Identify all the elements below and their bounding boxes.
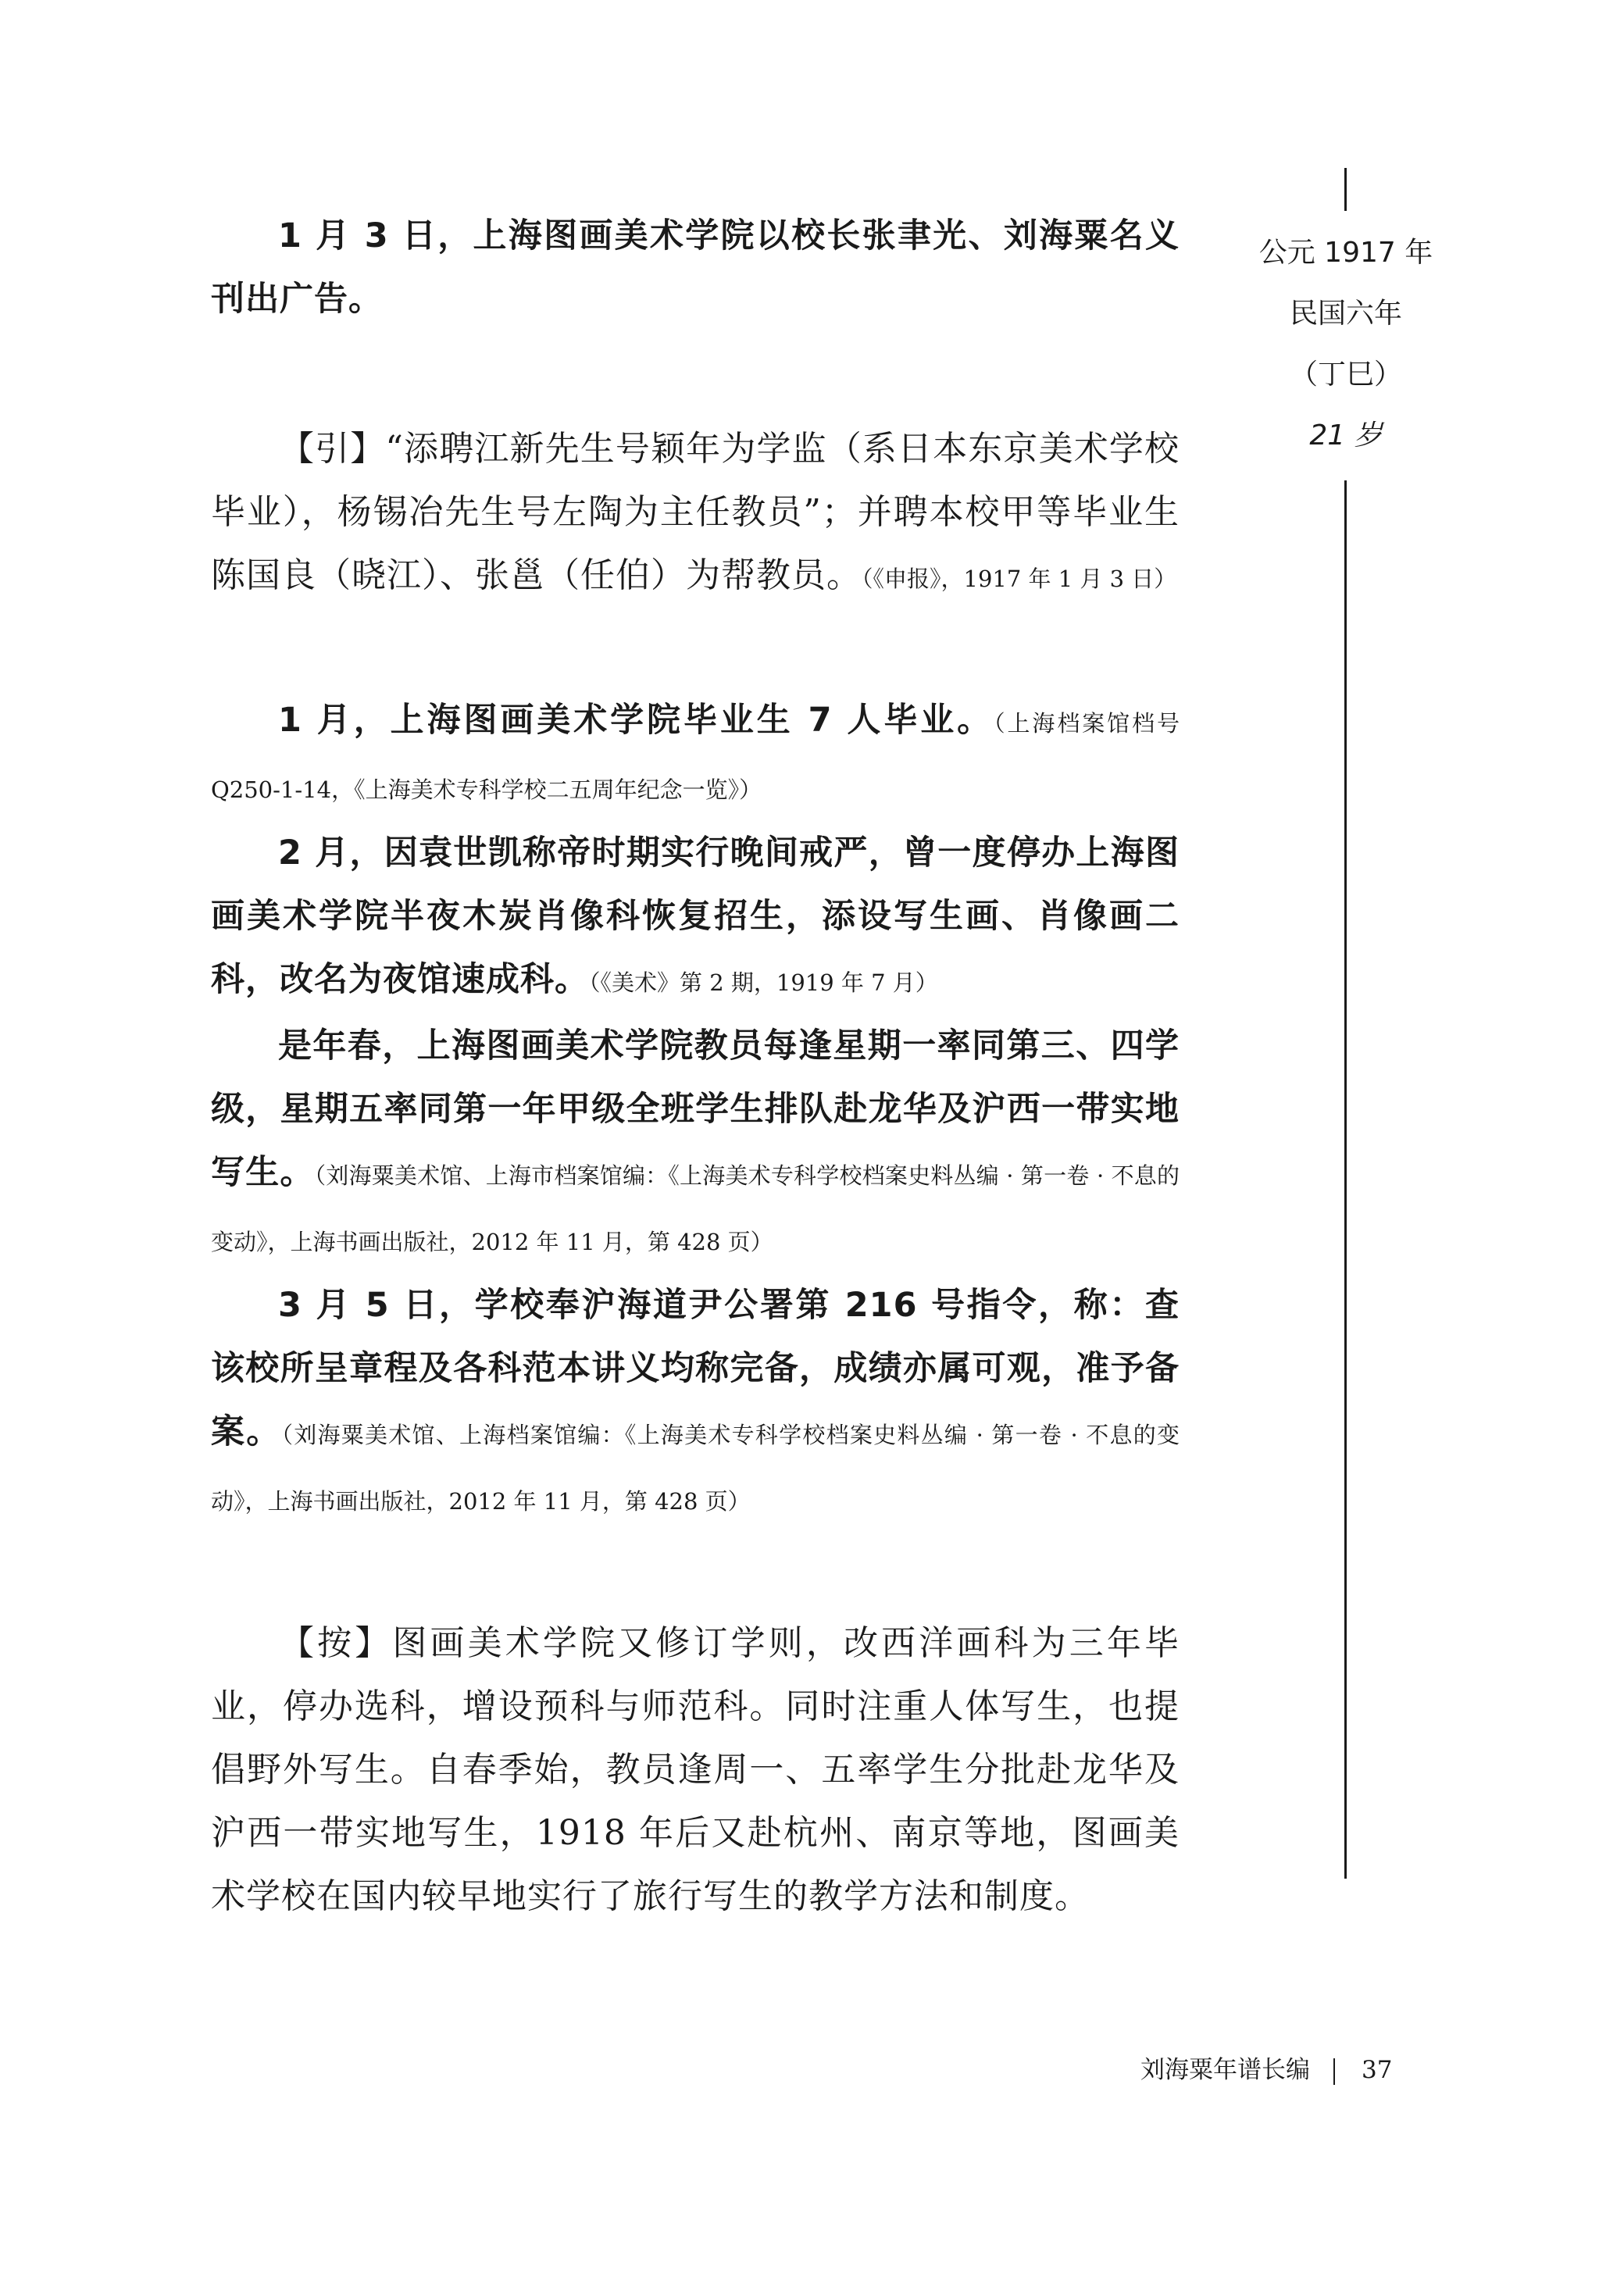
editor-note (211, 1611, 1180, 1928)
year-ganzhi: （丁巳） (1289, 359, 1402, 391)
entry-text: 2 月，因袁世凯称帝时期实行晚间戒严，曾一度停办上海图画美术学院半夜木炭肖像科恢复招生，添设写生画、肖像画二科，改名为夜馆速成科。 (211, 833, 1180, 999)
entry-text: 1 月，上海图画美术学院毕业生 7 人毕业。 (278, 701, 994, 740)
entry-feb-night-school (211, 822, 1180, 1015)
citation: （上海档案馆档号 Q250-1-14，《上海美术专科学校二五周年纪念一览》） (211, 710, 1180, 803)
entry-text: 是年春，上海图画美术学院教员每逢星期一率同第三、四学级，星期五率同第一年甲级全班学生排队赴龙华及沪西一带实地写生。 (211, 1026, 1180, 1192)
age: 21 岁 (1309, 419, 1383, 452)
page-footer (1140, 2050, 1392, 2090)
year-western: 公元 1917 年 (1258, 237, 1433, 269)
spacer (211, 1533, 1180, 1611)
spacer (211, 611, 1180, 689)
sidebar-rule-bottom (1344, 480, 1347, 1879)
year-block (1233, 223, 1459, 466)
page-number: 37 (1362, 2056, 1393, 2084)
year-republic: 民国六年 (1289, 298, 1402, 330)
entry-jan-graduates (211, 689, 1180, 822)
main-text (211, 205, 1180, 1928)
entry-spring-sketching (211, 1015, 1180, 1274)
entry-text: 3 月 5 日，学校奉沪海道尹公署第 216 号指令，称：查该校所呈章程及各科范本讲义均称完备，成绩亦属可观，准予备案。 (211, 1286, 1180, 1451)
citation: （《美术》第 2 期，1919 年 7 月） (589, 969, 938, 996)
quote-text: 【引】“添聘江新先生号颖年为学监（系日本东京美术学校毕业），杨锡冶先生号左陶为主任教员”；并聘本校甲等毕业生陈国良（晓江）、张邕（任伯）为帮教员。 (211, 429, 1180, 595)
quote-note (211, 417, 1180, 611)
year-sidebar (1233, 168, 1459, 1879)
entry-mar5-approval (211, 1274, 1180, 1533)
sidebar-rule-top (1344, 168, 1347, 211)
citation: （《申报》，1917 年 1 月 3 日） (862, 566, 1177, 592)
book-title: 刘海粟年谱长编 (1140, 2056, 1310, 2084)
entry-jan3-ad (211, 205, 1180, 331)
spacer (211, 331, 1180, 417)
footer-divider (1333, 2058, 1335, 2085)
note-text: 【按】图画美术学院又修订学则，改西洋画科为三年毕业，停办选科，增设预科与师范科。同时注重人体写生，也提倡野外写生。自春季始，教员逢周一、五率学生分批赴龙华及沪西一带实地写生，1918 年后又赴杭州、南京等地，图画美术学校在国内较早地实行了旅行写生的教学方法和制度。 (211, 1623, 1180, 1916)
citation: （刘海粟美术馆、上海档案馆编：《上海美术专科学校档案史料丛编 · 第一卷 · 不息的变动》，上海书画出版社，2012 年 11 月，第 428 页） (211, 1422, 1180, 1515)
entry-text: 1 月 3 日，上海图画美术学院以校长张聿光、刘海粟名义刊出广告。 (211, 216, 1180, 319)
citation: （刘海粟美术馆、上海市档案馆编：《上海美术专科学校档案史料丛编 · 第一卷 · 不息的变动》，上海书画出版社，2012 年 11 月，第 428 页） (211, 1162, 1180, 1255)
